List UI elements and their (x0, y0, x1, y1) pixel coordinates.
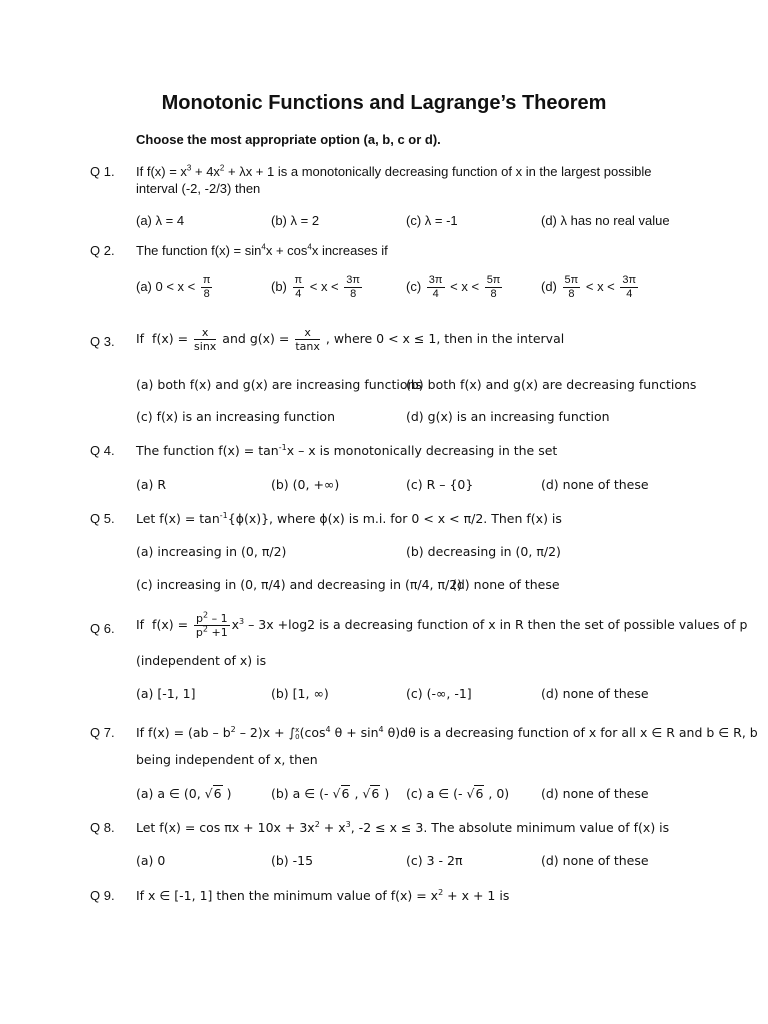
question-number-5: Q 5. (90, 511, 115, 526)
question-number-2: Q 2. (90, 243, 115, 258)
question-2-option-c[interactable]: (c) $\frac{3\pi}{4}$ < x < $\frac{5\pi}{8}$ (406, 274, 501, 300)
question-7-text-line2: being independent of x, then (136, 752, 318, 767)
question-5-option-d[interactable]: (d) none of these (452, 577, 560, 592)
instructions: Choose the most appropriate option (a, b, c or d). (136, 132, 441, 147)
fraction: $\frac{5\pi}{8}$ (564, 274, 579, 300)
question-6-option-a[interactable]: (a) [-1, 1] (136, 686, 196, 701)
fraction: $\frac{5\pi}{8}$ (486, 274, 501, 300)
question-5-option-a[interactable]: (a) increasing in (0, π/2) (136, 544, 287, 559)
fraction: $\frac{3\pi}{8}$ (346, 274, 360, 300)
question-5-option-b[interactable]: (b) decreasing in (0, π/2) (406, 544, 561, 559)
question-3-text: If f(x) = $\frac{x}{\sin x}$ and g(x) = $\frac{x}{\tan x}$ , where 0 < x ≤ 1, then in the interval (136, 326, 565, 353)
question-8-option-b[interactable]: (b) -15 (271, 853, 314, 868)
question-number-6: Q 6. (90, 621, 115, 636)
fraction: $\frac{3\pi}{4}$ (428, 274, 443, 300)
fraction: $\frac{x}{\tan x}$ (295, 326, 320, 353)
question-1-option-c[interactable]: (c) λ = -1 (406, 213, 458, 228)
question-number-8: Q 8. (90, 820, 115, 835)
question-1-text: If $f(x) = x^3 + 4x^2 + \lambda x + 1$ is a monotonically decreasing function of x in the largest possible (136, 163, 652, 179)
question-1-option-d[interactable]: (d) λ has no real value (541, 213, 670, 228)
question-7-text: If $f(x) = (ab - b^2 - 2)x$ + ∫ x 0 ($\cos^4$ $\theta + \sin^4 \theta)d\theta$ is a decreasing function of x for all x ∈ R and b ∈ R, b (136, 724, 758, 741)
question-7-option-a[interactable]: (a) a ∈ (0, √6 ) (136, 786, 232, 801)
question-4-option-a[interactable]: (a) R (136, 477, 167, 492)
question-6-text-line2: (independent of x) is (136, 653, 267, 668)
page-title: Monotonic Functions and Lagrange’s Theorem (161, 92, 607, 114)
fraction: $\frac{p^2 - 1}{p^2 +1}$ (195, 610, 228, 639)
question-3-option-d[interactable]: (d) g(x) is an increasing function (406, 409, 610, 424)
question-4-option-c[interactable]: (c) R – {0} (406, 477, 474, 492)
question-number-4: Q 4. (90, 443, 115, 458)
question-4-option-d[interactable]: (d) none of these (541, 477, 649, 492)
question-7-option-d[interactable]: (d) none of these (541, 786, 649, 801)
question-6-option-d[interactable]: (d) none of these (541, 686, 649, 701)
fraction: $\frac{x}{\sin x}$ (194, 326, 217, 353)
question-number-9: Q 9. (90, 888, 115, 903)
question-3-option-c[interactable]: (c) f(x) is an increasing function (136, 409, 335, 424)
question-6-option-b[interactable]: (b) [1, ∞) (271, 686, 329, 701)
integral-sign: ∫ (288, 725, 296, 740)
question-3-option-b[interactable]: (b) both f(x) and g(x) are decreasing functions (406, 377, 697, 392)
question-4-option-b[interactable]: (b) (0, +∞) (271, 477, 340, 492)
fraction: $\frac{3\pi}{4}$ (622, 274, 637, 300)
question-number-1: Q 1. (90, 164, 115, 179)
question-5-option-c[interactable]: (c) increasing in (0, π/4) and decreasing in (π/4, π/2) (136, 577, 463, 592)
question-8-option-c[interactable]: (c) 3 - 2π (406, 853, 463, 868)
question-8-option-d[interactable]: (d) none of these (541, 853, 649, 868)
question-6-text: If f(x) = $\frac{p^2 - 1}{p^2 +1}$ $x^3 - 3x +\log 2$ is a decreasing function of x in R then the set of possible values of p (136, 610, 748, 639)
question-1-option-a[interactable]: (a) λ = 4 (136, 213, 185, 228)
question-9-text: If x ∈ [-1, 1] then the minimum value of $f(x) = x^2 + x + 1$ is (136, 887, 510, 903)
question-8-text: Let $f(x) = \cos \pi x + 10x + 3x^2 + x^3$, -2 ≤ x ≤ 3. The absolute minimum value of f(x) is (136, 819, 670, 835)
question-7-option-c[interactable]: (c) a ∈ (- √6 , 0) (406, 786, 510, 801)
question-1-option-b[interactable]: (b) λ = 2 (271, 213, 320, 228)
question-5-text: Let $f(x) = \tan^{-1}\{\phi(x)\}$, where ϕ(x) is m.i. for 0 < x < π/2. Then f(x) is (136, 510, 562, 526)
question-2-option-d[interactable]: (d) $\frac{5\pi}{8}$ < x < $\frac{3\pi}{4}$ (541, 274, 637, 300)
question-number-7: Q 7. (90, 725, 115, 740)
question-3-option-a[interactable]: (a) both f(x) and g(x) are increasing functions (136, 377, 422, 392)
question-2-option-a[interactable]: (a) 0 < x < $\frac{\pi}{8}$ (136, 274, 211, 300)
question-4-text: The function $f(x) = \tan^{-1}x - x$ is monotonically decreasing in the set (136, 442, 558, 458)
fraction: $\frac{\pi}{8}$ (202, 274, 211, 300)
question-1-text-line2: interval (-2, -2/3) then (136, 181, 261, 196)
question-number-3: Q 3. (90, 334, 115, 349)
question-2-text: The function $f(x) = \sin^4x + \cos^4x$ increases if (136, 242, 388, 258)
question-6-option-c[interactable]: (c) (-∞, -1] (406, 686, 472, 701)
question-7-option-b[interactable]: (b) a ∈ (- √6 , √6 ) (271, 786, 390, 801)
question-8-option-a[interactable]: (a) 0 (136, 853, 166, 868)
question-2-option-b[interactable]: (b) $\frac{\pi}{4}$ < x < $\frac{3\pi}{8}$ (271, 274, 360, 300)
fraction: $\frac{\pi}{4}$ (294, 274, 303, 300)
